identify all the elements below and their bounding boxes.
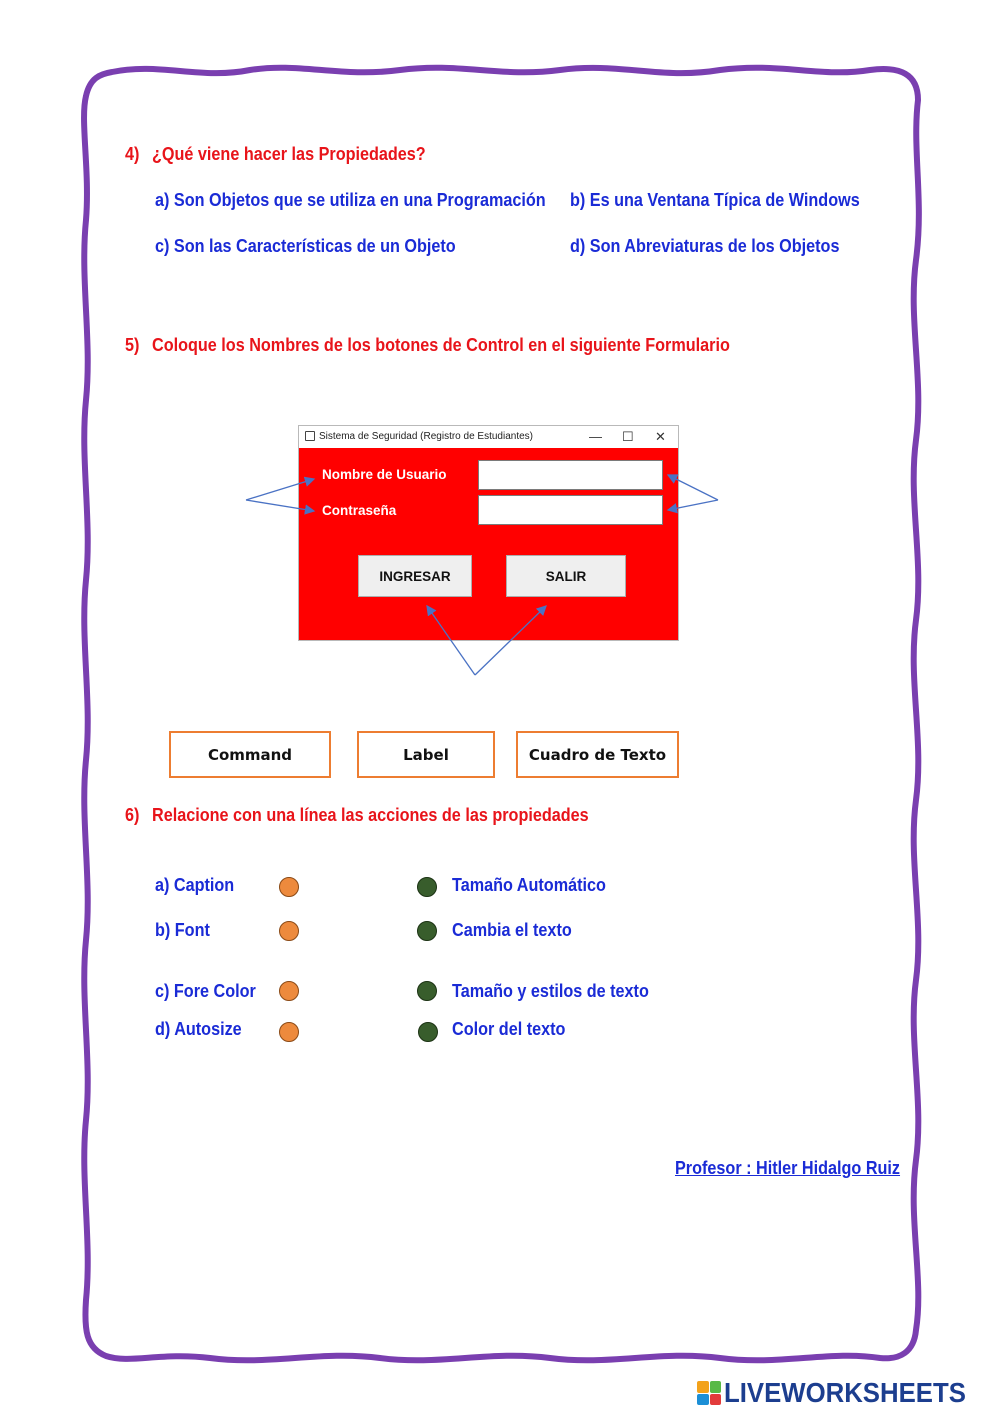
match-left-dot[interactable] — [279, 981, 299, 1001]
question-5-text: Coloque los Nombres de los botones de Control en el siguiente Formulario — [152, 335, 730, 355]
match-left-dot[interactable] — [279, 1022, 299, 1042]
arrow-to-exit-button — [475, 606, 546, 675]
match-right-dot[interactable] — [417, 921, 437, 941]
liveworksheets-brand — [697, 1377, 987, 1409]
q4-option-b: b) Es una Ventana Típica de Windows — [570, 190, 860, 210]
match-left-item: d) Autosize — [155, 1019, 242, 1039]
teacher-credit: Profesor : Hitler Hidalgo Ruiz — [675, 1158, 901, 1178]
match-right-dot[interactable] — [417, 981, 437, 1001]
match-left-dot[interactable] — [279, 921, 299, 941]
match-right-item: Tamaño Automático — [452, 875, 606, 895]
question-4-text: ¿Qué viene hacer las Propiedades? — [152, 144, 426, 164]
match-right-dot[interactable] — [417, 877, 437, 897]
question-5-number: 5) — [125, 335, 140, 355]
form-login-button: INGRESAR — [358, 555, 472, 597]
q4-option-c: c) Son las Características de un Objeto — [155, 236, 456, 256]
arrow-to-password-textbox — [668, 500, 718, 510]
form-label-password: Contraseña — [322, 503, 397, 518]
brand-name: LIVEWORKSHEETS — [724, 1377, 966, 1408]
answer-box-command[interactable]: Command — [169, 731, 331, 778]
match-right-item: Tamaño y estilos de texto — [452, 981, 649, 1001]
form-label-user: Nombre de Usuario — [322, 467, 447, 482]
q4-option-d: d) Son Abreviaturas de los Objetos — [570, 236, 840, 256]
close-icon: ✕ — [655, 429, 666, 444]
match-left-dot[interactable] — [279, 877, 299, 897]
match-right-dot[interactable] — [418, 1022, 438, 1042]
match-right-item: Cambia el texto — [452, 920, 572, 940]
arrow-to-login-button — [427, 606, 475, 675]
match-left-item: b) Font — [155, 920, 210, 940]
arrow-to-password-label — [246, 500, 314, 511]
form-title: Sistema de Seguridad (Registro de Estudiantes) — [319, 431, 534, 442]
maximize-icon: ☐ — [622, 429, 634, 444]
arrow-to-user-label — [246, 479, 314, 500]
question-6-text: Relacione con una línea las acciones de las propiedades — [152, 805, 589, 825]
match-left-item: c) Fore Color — [155, 981, 256, 1001]
question-6 — [125, 805, 589, 826]
match-left-item: a) Caption — [155, 875, 235, 895]
match-right-item: Color del texto — [452, 1019, 566, 1039]
question-4-number: 4) — [125, 144, 140, 164]
minimize-icon: — — [589, 429, 602, 444]
arrow-to-user-textbox — [668, 475, 718, 500]
liveworksheets-logo-icon — [697, 1381, 721, 1405]
answer-box-label[interactable]: Label — [357, 731, 495, 778]
answer-box-textbox[interactable]: Cuadro de Texto — [516, 731, 679, 778]
form-exit-button: SALIR — [506, 555, 626, 597]
q4-option-a: a) Son Objetos que se utiliza en una Programación — [155, 190, 546, 210]
question-6-number: 6) — [125, 805, 140, 825]
